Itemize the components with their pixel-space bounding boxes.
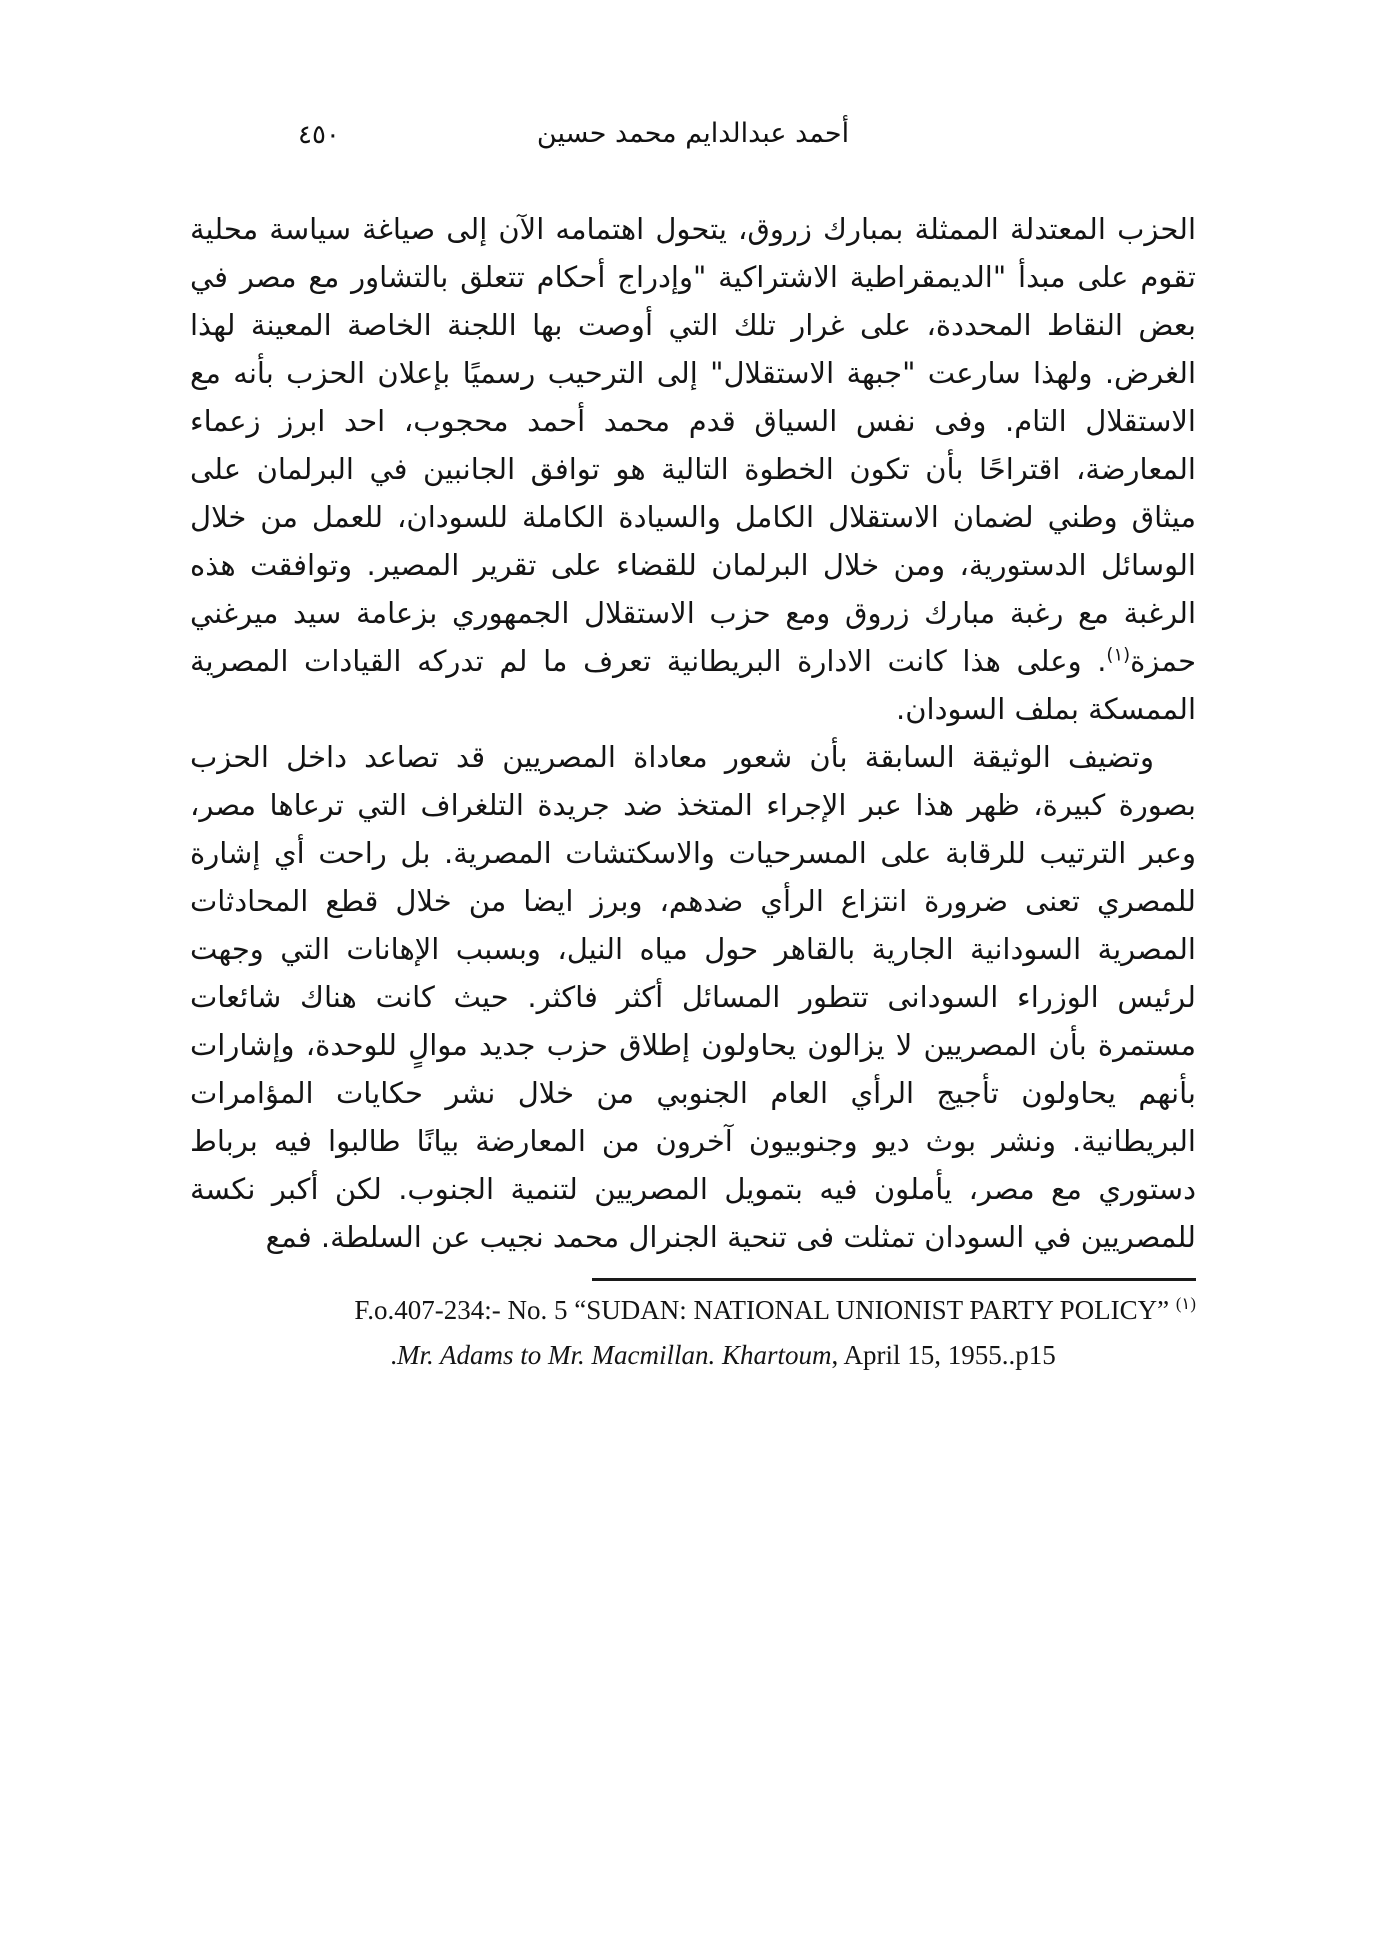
footnote-number: (١) bbox=[1175, 1294, 1196, 1313]
page-number: ٤٥٠ bbox=[298, 120, 340, 150]
paragraph-1-text: الحزب المعتدلة الممثلة بمبارك زروق، يتحول اهتمامه الآن إلى صياغة سياسة محلية تقوم على مبدأ "الديمقراطية الاشتراكية "وإدراج أحكام تتعلق بالتشاور مع مصر في بعض النقاط المحددة، على غرار تلك التي أوصت بها اللجنة الخاصة المعينة لهذا الغرض. ولهذا سارعت "جبهة الاستقلال" إلى الترحيب رسميًا بإعلان الحزب بأنه مع الاستقلال التام. وفى نفس السياق قدم محمد أحمد محجوب، احد ابرز زعماء المعارضة، اقتراحًا بأن تكون الخطوة التالية هو توافق الجانبين في البرلمان على ميثاق وطني لضمان الاستقلال الكامل والسيادة الكاملة للسودان، للعمل من خلال الوسائل الدستورية، ومن خلال البرلمان للقضاء على تقرير المصير. وتوافقت هذه الرغبة مع رغبة مبارك زروق ومع حزب الاستقلال الجمهوري بزعامة سيد ميرغني حمزة bbox=[190, 212, 1196, 678]
footnote-separator bbox=[592, 1278, 1196, 1281]
footnote-citation: F.o.407-234:- No. 5 “SUDAN: NATIONAL UNIONIST PARTY POLICY” bbox=[354, 1295, 1170, 1325]
footnote-source-italic: Mr. Adams to Mr. Macmillan. Khartoum bbox=[396, 1340, 832, 1370]
paragraph-1-continuation: . وعلى هذا كانت الادارة البريطانية تعرف ما لم تدركه القيادات المصرية الممسكة بملف السودان. bbox=[190, 644, 1196, 726]
page-header bbox=[190, 118, 1196, 168]
footnote-date-page: , April 15, 1955..p15 bbox=[831, 1340, 1056, 1370]
paragraph-1 bbox=[190, 205, 1196, 733]
footnote-section bbox=[190, 1278, 1196, 1371]
footnote-line-2 bbox=[190, 1340, 1196, 1371]
footnote-line-1 bbox=[190, 1295, 1196, 1326]
footnote-reference: (١) bbox=[1106, 644, 1131, 666]
paragraph-2: وتضيف الوثيقة السابقة بأن شعور معاداة المصريين قد تصاعد داخل الحزب بصورة كبيرة، ظهر هذا عبر الإجراء المتخذ ضد جريدة التلغراف التي ترعاها مصر، وعبر الترتيب للرقابة على المسرحيات والاسكتشات المصرية. بل راحت أي إشارة للمصري تعنى ضرورة انتزاع الرأي ضدهم، وبرز ايضا من خلال قطع المحادثات المصرية السودانية الجارية بالقاهر حول مياه النيل، وبسبب الإهانات التي وجهت لرئيس الوزراء السودانى تتطور المسائل أكثر فاكثر. حيث كانت هناك شائعات مستمرة بأن المصريين لا يزالون يحاولون إطلاق حزب جديد موالٍ للوحدة، وإشارات بأنهم يحاولون تأجيج الرأي العام الجنوبي من خلال نشر حكايات المؤامرات البريطانية. ونشر بوث ديو وجنوبيون آخرون من المعارضة بيانًا طالبوا فيه برباط دستوري مع مصر، يأملون فيه بتمويل المصريين لتنمية الجنوب. لكن أكبر نكسة للمصريين في السودان تمثلت فى تنحية الجنرال محمد نجيب عن السلطة. فمع bbox=[190, 740, 1196, 1254]
footnote-prefix-dot: . bbox=[390, 1340, 397, 1370]
header-author: أحمد عبدالدايم محمد حسين bbox=[536, 118, 850, 149]
body-text bbox=[190, 205, 1196, 1261]
